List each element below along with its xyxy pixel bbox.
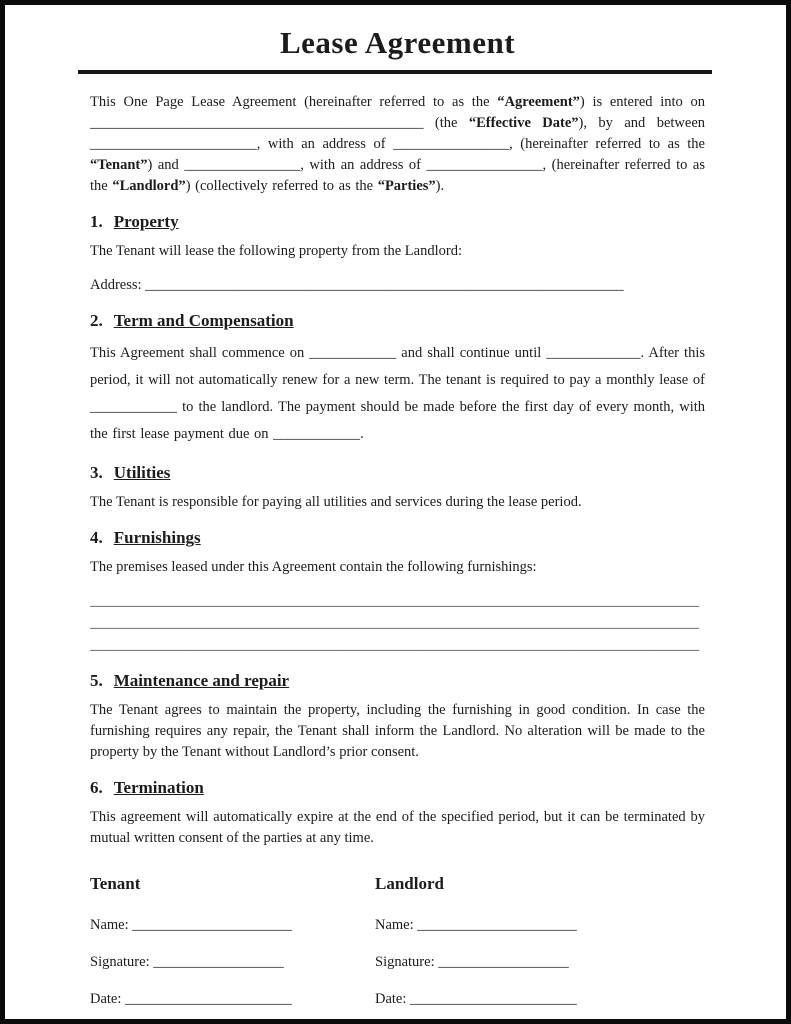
tenant-date-field: Date: _______________________ — [90, 991, 292, 1007]
section-number: 4. — [90, 528, 103, 547]
blank-line: ____________________________________________________________________________________ — [90, 637, 699, 653]
section-heading — [90, 777, 705, 799]
landlord-date-field: Date: _______________________ — [375, 991, 577, 1007]
blank-line: ____________________________________________________________________________________ — [90, 615, 699, 631]
section-number: 6. — [90, 778, 103, 797]
section-heading — [90, 670, 705, 692]
section-body: The Tenant agrees to maintain the property, including the furnishing in good condition. In case the furnishing requires any repair, the Tenant shall inform the Landlord. No alteration will be made to the property by the Tenant without Landlord’s prior consent. — [90, 702, 705, 760]
section-furnishings — [90, 527, 705, 656]
section-heading — [90, 310, 705, 332]
tenant-signature-field: Signature: __________________ — [90, 954, 284, 970]
section-body: The Tenant is responsible for paying all utilities and services during the lease period. — [90, 494, 582, 510]
tenant-name-field: Name: ______________________ — [90, 917, 292, 933]
party-title: Landlord — [375, 874, 444, 893]
section-term-and-compensation — [90, 310, 705, 448]
address-line: Address: __________________________________________________________________ — [90, 277, 624, 293]
section-body: The premises leased under this Agreement contain the following furnishings: — [90, 559, 537, 575]
landlord-signature-column — [375, 873, 577, 1010]
section-heading — [90, 462, 705, 484]
section-heading-text: Term and Compensation — [113, 311, 294, 330]
document-title: Lease Agreement — [279, 25, 516, 60]
section-number: 3. — [90, 463, 103, 482]
landlord-name-field: Name: ______________________ — [375, 917, 577, 933]
section-heading-text: Property — [113, 212, 179, 231]
section-maintenance-and-repair — [90, 670, 705, 763]
section-heading — [90, 527, 705, 549]
section-heading-text: Furnishings — [113, 528, 201, 547]
section-termination — [90, 777, 705, 849]
section-body: This Agreement shall commence on ____________ and shall continue until _____________. After this period, it will not automatically renew for a new term. The tenant is required to pay a monthly lease of ____________ to the landlord. The payment should be made before the first day of every month, with the first lease payment due on ____________. — [90, 345, 705, 442]
section-body: This agreement will automatically expire at the end of the specified period, but it can be terminated by mutual written consent of the parties at any time. — [90, 809, 705, 846]
furnishings-blank-lines — [90, 590, 705, 656]
intro-paragraph: This One Page Lease Agreement (hereinafter referred to as the “Agreement”) is entered into on ______________________________________________ (the “Effective Date”), by and between _______________________, with an address of ________________, (hereinafter referred to as the “Tenant”) and ________________, with an address of ________________, (hereinafter referred to as the “Landlord”) (collectively referred to as the “Parties”). — [90, 94, 706, 194]
section-heading-text: Termination — [113, 778, 204, 797]
section-number: 5. — [90, 671, 103, 690]
section-body: The Tenant will lease the following property from the Landlord: — [90, 243, 462, 259]
landlord-signature-field: Signature: __________________ — [375, 954, 569, 970]
title-rule — [78, 70, 712, 74]
section-heading-text: Utilities — [113, 463, 171, 482]
blank-line: ____________________________________________________________________________________ — [90, 593, 699, 609]
section-property — [90, 211, 705, 296]
section-number: 2. — [90, 311, 103, 330]
section-heading-text: Maintenance and repair — [113, 671, 290, 690]
section-utilities — [90, 462, 705, 513]
signature-block — [90, 873, 705, 1010]
section-heading — [90, 211, 705, 233]
tenant-signature-column — [90, 873, 375, 1010]
party-title: Tenant — [90, 874, 141, 893]
section-number: 1. — [90, 212, 103, 231]
